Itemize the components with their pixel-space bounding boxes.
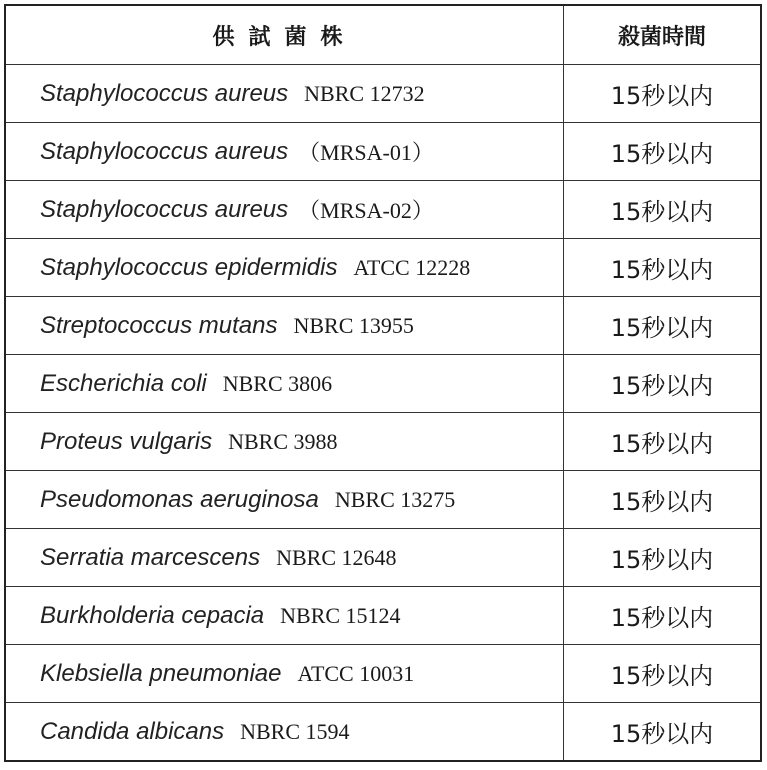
species-name: Staphylococcus aureus: [40, 137, 289, 165]
strain-cell: [6, 413, 564, 470]
time-cell: 15秒以内: [610, 546, 714, 574]
species-name: Candida albicans: [40, 717, 225, 745]
table-row: [6, 644, 760, 702]
species-name: Pseudomonas aeruginosa: [40, 485, 319, 513]
strain-cell: [6, 355, 564, 412]
time-cell: 15秒以内: [610, 140, 714, 168]
strain-code: NBRC 13275: [334, 486, 456, 512]
time-cell: 15秒以内: [610, 720, 714, 748]
species-name: Staphylococcus aureus: [40, 195, 289, 223]
strain-cell: [6, 529, 564, 586]
strain-code: （MRSA-02）: [298, 198, 434, 223]
strain-code: NBRC 12732: [304, 80, 425, 106]
strain-cell: [6, 181, 564, 238]
strain-cell: [6, 297, 564, 354]
strain-code: ATCC 12228: [353, 254, 471, 280]
strain-code: （MRSA-01）: [298, 140, 434, 165]
species-name: Burkholderia cepacia: [40, 601, 265, 629]
species-name: Proteus vulgaris: [40, 427, 213, 455]
table-header-row: [6, 6, 760, 64]
table-row: [6, 412, 760, 470]
strain-code: NBRC 13955: [293, 312, 414, 338]
time-cell: 15秒以内: [610, 604, 714, 632]
species-name: Serratia marcescens: [40, 543, 261, 571]
strain-code: NBRC 12648: [276, 544, 397, 570]
species-name: Streptococcus mutans: [40, 311, 278, 339]
header-test-strain: 供試菌株: [6, 6, 564, 64]
strain-code: NBRC 15124: [280, 602, 401, 628]
time-cell: 15秒以内: [610, 314, 714, 342]
strain-cell: [6, 65, 564, 122]
time-cell: 15秒以内: [610, 372, 714, 400]
table-row: [6, 354, 760, 412]
time-cell: 15秒以内: [610, 488, 714, 516]
strain-cell: [6, 645, 564, 702]
table-row: [6, 122, 760, 180]
table-row: [6, 470, 760, 528]
strain-code: NBRC 3988: [228, 428, 338, 454]
table-row: [6, 586, 760, 644]
species-name: Staphylococcus aureus: [40, 79, 289, 107]
time-cell: 15秒以内: [610, 82, 714, 110]
table-row: [6, 64, 760, 122]
strain-code: NBRC 3806: [222, 370, 333, 396]
table-row: [6, 528, 760, 586]
time-cell: 15秒以内: [610, 198, 714, 226]
table-row: [6, 702, 760, 760]
table-row: [6, 180, 760, 238]
strain-code: NBRC 1594: [240, 718, 350, 744]
header-sterilization-time: 殺菌時間: [617, 24, 706, 50]
strain-cell: [6, 471, 564, 528]
sterilization-table: [4, 4, 762, 762]
species-name: Klebsiella pneumoniae: [40, 659, 282, 687]
species-name: Staphylococcus epidermidis: [40, 253, 338, 281]
table-row: [6, 238, 760, 296]
strain-cell: [6, 587, 564, 644]
species-name: Escherichia coli: [40, 369, 207, 397]
strain-cell: [6, 703, 564, 760]
time-cell: 15秒以内: [610, 662, 714, 690]
strain-cell: [6, 239, 564, 296]
strain-cell: [6, 123, 564, 180]
time-cell: 15秒以内: [610, 256, 714, 284]
time-cell: 15秒以内: [610, 430, 714, 458]
table-row: [6, 296, 760, 354]
strain-code: ATCC 10031: [297, 660, 415, 686]
